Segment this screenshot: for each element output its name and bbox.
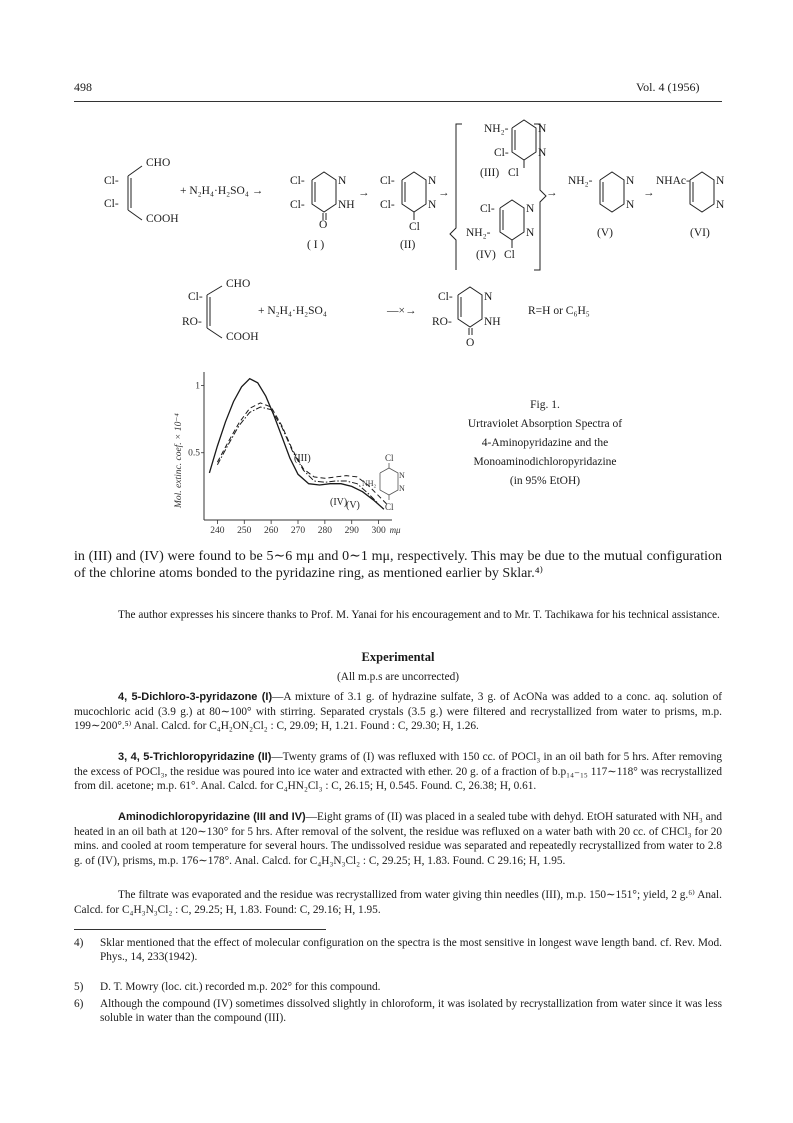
footnote	[74, 980, 722, 994]
footnote	[74, 997, 722, 1025]
exp2-heading: 3, 4, 5-Trichloropyridazine (II)	[118, 751, 272, 763]
header-rule	[74, 101, 722, 102]
caption-line2: 4-Aminopyridazine and the	[481, 437, 609, 449]
r2-r-def: R=H or C₆H₅	[528, 305, 590, 317]
exp1-heading: 4, 5-Dichloro-3-pyridazone (I)	[118, 691, 273, 703]
c1-nh: NH	[338, 199, 355, 211]
c5-label: (V)	[597, 227, 613, 239]
r2-p-nh: NH	[484, 316, 501, 328]
c1-cl2: Cl-	[290, 199, 305, 211]
reagent: + N₂H₄·H₂SO₄ →	[180, 185, 264, 197]
exp-trichloropyridazine	[74, 750, 722, 794]
x-tick-label: 270	[290, 526, 306, 536]
inset-structure	[380, 463, 398, 500]
footnote-rule	[74, 929, 326, 930]
c1-label: ( I )	[307, 239, 325, 251]
c3-label: (III)	[480, 167, 500, 179]
c4-cl2: Cl	[504, 249, 515, 261]
c1-o: O	[319, 219, 328, 231]
footnote-text: Although the compound (IV) sometimes dissolved slightly in chloroform, it was isolated by recrystallization from water since it was less soluble in water than the compound (III).	[100, 998, 722, 1024]
experimental-subtitle: (All m.p.s are uncorrected)	[336, 671, 459, 683]
r2-p-ro: RO-	[432, 316, 452, 328]
c4-nh2: NH₂-	[466, 227, 491, 239]
x-tick-label: 290	[344, 526, 359, 536]
footnote	[74, 936, 722, 964]
label-III: (III)	[294, 453, 311, 464]
x-tick-label: 260	[264, 526, 279, 536]
page-number: 498	[74, 80, 92, 94]
arrow2: →	[438, 187, 450, 199]
c3-n2: N	[538, 147, 547, 159]
r2-arrow: —×→	[387, 305, 417, 317]
y-tick-label: 0.5	[188, 448, 200, 459]
exp-dichloropyridazone	[74, 690, 722, 734]
exp-aminodichloropyridazine	[74, 810, 722, 868]
footnote-number: 4)	[74, 937, 84, 949]
caption-line1: Urtraviolet Absorption Spectra of	[467, 418, 623, 430]
c2-cl3: Cl	[409, 221, 420, 233]
r2-reagent: + N₂H₄·H₂SO₄	[258, 305, 327, 317]
y-axis-label: Mol. extinc. coef. × 10⁻⁴	[174, 413, 184, 508]
y-tick-label: 1	[195, 381, 200, 392]
label-V: (V)	[346, 500, 360, 511]
c6-nhac: NHAc-	[656, 175, 690, 187]
inset-n1: N	[399, 471, 405, 480]
c5-n1: N	[626, 175, 635, 187]
start-cl2: Cl-	[104, 198, 119, 210]
start-cl1: Cl-	[104, 175, 119, 187]
r2-p-cl: Cl-	[438, 291, 453, 303]
arrow4: →	[643, 187, 655, 199]
x-tick-label: 240	[210, 526, 225, 536]
exp2-text: —Twenty grams of (I) was refluxed with 150 cc. of POCl₃ in an oil bath for 5 hrs. After removing the excess of POCl₃, the residue was poured into ice water and extracted with ether. 20 g. of a fraction of b.p₁₄₋₁₅ 117∼118° was recrystallized from dil. acetone; m.p. 61°. Anal. Calcd. for C₄HN₂Cl₃ : C, 26.15; H, 0.545. Found. C, 26.38; H, 0.61.	[74, 751, 722, 792]
c4-n1: N	[526, 203, 535, 215]
c6-n2: N	[716, 199, 725, 211]
c2-cl2: Cl-	[380, 199, 395, 211]
c4-n2: N	[526, 227, 535, 239]
arrow3: →	[546, 187, 558, 199]
x-tick-label: 300	[371, 526, 386, 536]
c2-n1: N	[428, 175, 437, 187]
c4-label: (IV)	[476, 249, 496, 261]
label-IV: (IV)	[330, 497, 348, 508]
x-tick-label: 250	[237, 526, 252, 536]
inset-nh2: NH₂	[362, 479, 377, 488]
figure-caption	[430, 396, 660, 491]
acknowledgement: The author expresses his sincere thanks to Prof. M. Yanai for his encouragement and to Mr. T. Tachikawa for his technical assistance.	[118, 609, 720, 621]
scheme-bonds	[0, 110, 793, 360]
x-tick-label: 280	[317, 526, 332, 536]
arrow1: →	[358, 187, 370, 199]
c3-n1: N	[538, 123, 547, 135]
c5-nh2: NH₂-	[568, 175, 593, 187]
footnote-number: 6)	[74, 998, 84, 1010]
r2-cooh: COOH	[226, 331, 259, 343]
uv-spectra-chart	[170, 360, 415, 540]
c6-label: (VI)	[690, 227, 710, 239]
r2-p-o: O	[466, 337, 475, 349]
x-unit-label: mμ	[389, 525, 401, 535]
start-cho: CHO	[146, 157, 171, 169]
c4-cl: Cl-	[480, 203, 495, 215]
caption-line3: Monoaminodichloropyridazine	[473, 456, 617, 468]
c2-label: (II)	[400, 239, 416, 251]
footnote-text: D. T. Mowry (loc. cit.) recorded m.p. 202° for this compound.	[100, 981, 381, 993]
inset-n2: N	[399, 484, 405, 493]
footnote-number: 5)	[74, 981, 84, 993]
r2-cl: Cl-	[188, 291, 203, 303]
c5-n2: N	[626, 199, 635, 211]
start-cooh: COOH	[146, 213, 179, 225]
caption-line4: (in 95% EtOH)	[509, 475, 581, 487]
inset-cl1: Cl	[385, 453, 394, 463]
exp-filtrate: The filtrate was evaporated and the residue was recrystallized from water giving thin needles (III), m.p. 150∼151°; yield, 2 g.⁶⁾ Anal. Calcd. for C₄H₃N₃Cl₂ : C, 29.25; H, 1.83. Found: C, 29.16; H, 1.95.	[74, 889, 722, 916]
exp3-text: —Eight grams of (II) was placed in a sealed tube with dehyd. EtOH saturated with NH₃ and heated in an oil bath at 120∼130° for 5 hrs. After removal of the solvent, the residue was refluxed on a water bath with 20 cc. of CHCl₃ for 20 mins. and cooled at room temperature for several hours. The undissolved residue was separated and repeatedly recrystallized from water to 2.8 g. of (IV), prisms, m.p. 176∼178°. Anal. Calcd. for C₄H₃N₃Cl₂ : C, 29.25; H, 1.83. Found. C 29.16; H, 1.95.	[74, 811, 722, 867]
inset-cl2: Cl	[385, 502, 394, 512]
experimental-title: Experimental	[361, 650, 435, 664]
c2-cl1: Cl-	[380, 175, 395, 187]
c3-cl2: Cl	[508, 167, 519, 179]
exp1-text: —A mixture of 3.1 g. of hydrazine sulfate, 3 g. of AcONa was added to a conc. aq. solution of mucochloric acid (3.9 g.) at 80∼100° with stirring. Separated crystals (3.5 g.) were filtered and recrystallized from water to prisms, m.p. 199∼200°.⁵⁾ Anal. Calcd. for C₄H₂ON₂Cl₂ : C, 29.09; H, 1.21. Found : C, 29.30; H, 1.26.	[74, 691, 722, 732]
c2-n2: N	[428, 199, 437, 211]
r2-ro: RO-	[182, 316, 202, 328]
discussion-paragraph: in (III) and (IV) were found to be 5∼6 mμ and 0∼1 mμ, respectively. This may be due to the mutual configuration of the chlorine atoms bonded to the pyridazine ring, as mentioned earlier by Sklar.⁴⁾	[74, 549, 722, 581]
c6-n1: N	[716, 175, 725, 187]
c1-cl1: Cl-	[290, 175, 305, 187]
r2-p-n: N	[484, 291, 493, 303]
c1-n: N	[338, 175, 347, 187]
series-line	[209, 379, 384, 510]
c3-nh2: NH₂-	[484, 123, 509, 135]
exp3-heading: Aminodichloropyridazine (III and IV)	[118, 811, 306, 823]
r2-cho: CHO	[226, 278, 251, 290]
footnote-text: Sklar mentioned that the effect of molecular configuration on the spectra is the most sensitive in longest wave length band. cf. Rev. Mod. Phys., 14, 233(1942).	[100, 937, 722, 963]
volume-label: Vol. 4 (1956)	[636, 80, 700, 94]
c3-cl: Cl-	[494, 147, 509, 159]
caption-fig: Fig. 1.	[530, 399, 560, 411]
